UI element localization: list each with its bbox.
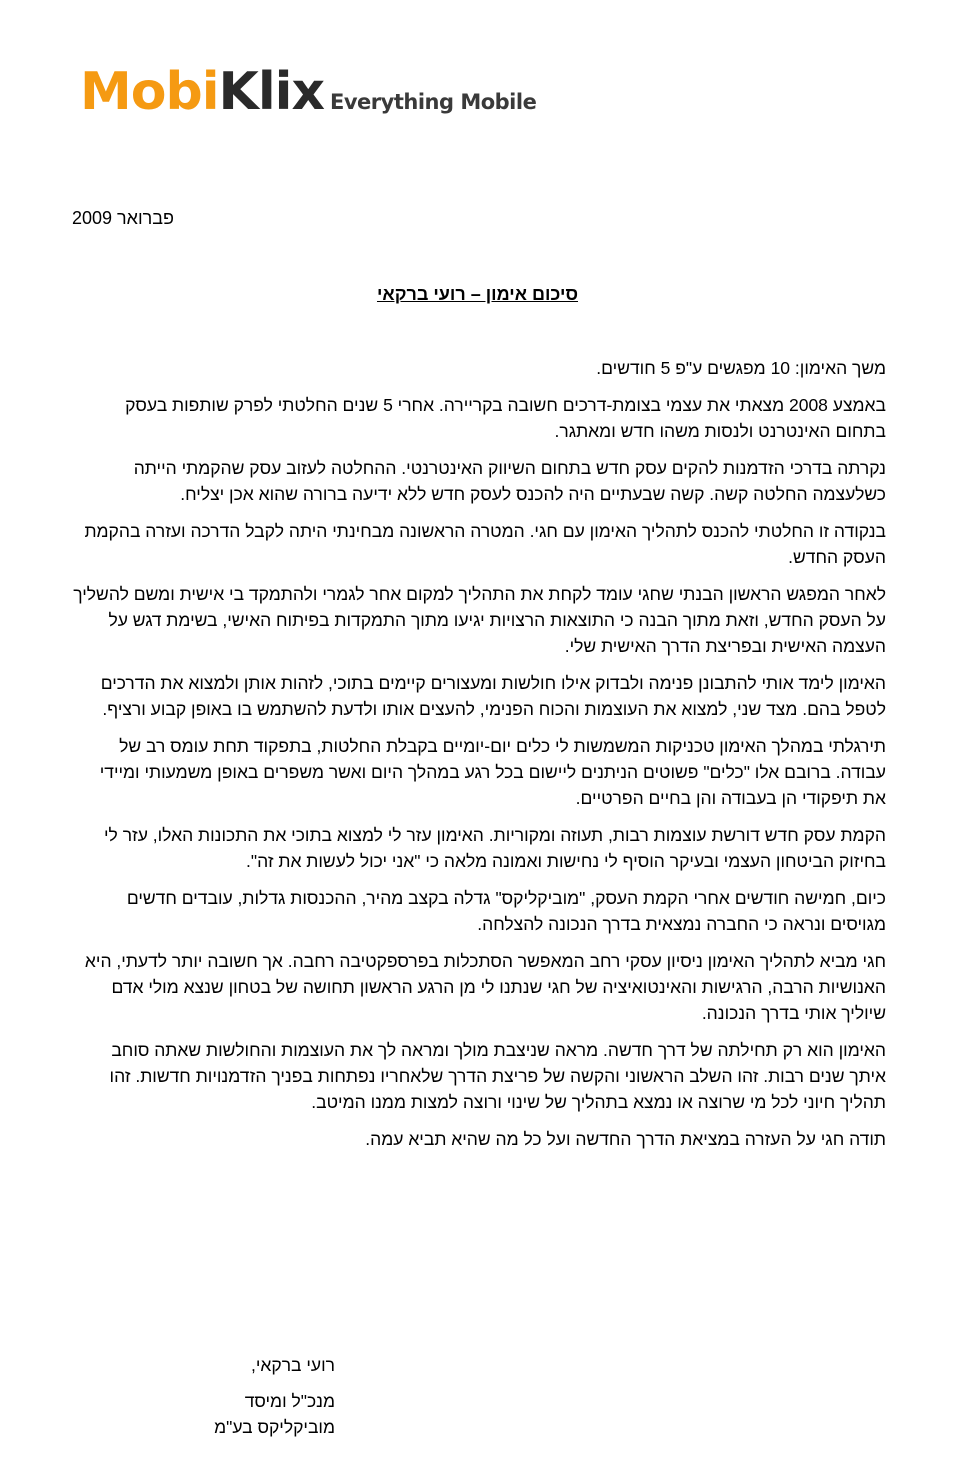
signature-role: מנכ"ל ומיסד xyxy=(244,1391,335,1411)
company-logo xyxy=(80,62,536,122)
paragraph: באמצע 2008 מצאתי את עצמי בצומת-דרכים חשובה בקריירה. אחרי 5 שנים החלטתי לפרק שותפות בעסק בתחום האינטרנט ולנסות משהו חדש ומאתגר. xyxy=(125,395,886,441)
paragraph-thanks: תודה חגי על העזרה במציאת הדרך החדשה ועל כל מה שהיא תביא עמה. xyxy=(365,1129,886,1149)
paragraph-duration: משך האימון: 10 מפגשים ע"פ 5 חודשים. xyxy=(596,358,886,378)
signature-company: מוביקליקס בע"מ xyxy=(214,1417,335,1437)
letter-date: פברואר 2009 xyxy=(72,208,175,228)
logo-klix-text: Klix xyxy=(218,62,325,122)
paragraph: לאחר המפגש הראשון הבנתי שחגי עומד לקחת את התהליך למקום אחר לגמרי ולהתמקד בי אישית ומשם להשליך על העסק החדש, וזאת מתוך הבנה כי התוצאות הרצויות יגיעו מתוך התמקדות בפיתוח האישי, בשימת דגש על העצמה האישית ובפריצת הדרך האישית שלי. xyxy=(73,584,886,656)
paragraph: האימון הוא רק תחילתה של דרך חדשה. מראה שניצבת מולך ומראה לך את העוצמות והחולשות שאתה סוחב איתך שנים רבות. זהו השלב הראשוני והקשה של פריצת הדרך שלאחריו נפתחות בפניך הזדמנויות חדשות. זהו תהליך חיוני לכל מי שרוצה או נמצא בתהליך של שינוי ורוצה למצות ממנו המיטב. xyxy=(109,1040,886,1112)
signature-name: רועי ברקאי, xyxy=(250,1355,335,1375)
logo-tagline: Everything Mobile xyxy=(330,90,537,114)
paragraph: תירגלתי במהלך האימון טכניקות המשמשות לי כלים יום-יומיים בקבלת החלטות, בתפקוד תחת עומס רב של עבודה. ברובם אלו "כלים" פשוטים הניתנים ליישום בכל רגע במהלך היום ואשר משפרים באופן משמעותי ומיידי את תיפקודי הן בעבודה והן בחיים הפרטיים. xyxy=(99,736,886,808)
paragraph: כיום, חמישה חודשים אחרי הקמת העסק, "מוביקליקס" גדלה בקצב מהיר, ההכנסות גדלות, עובדים חדשים מגויסים ונראה כי החברה נמצאית בדרך הנכונה להצלחה. xyxy=(126,888,886,934)
paragraph: חגי מביא לתהליך האימון ניסיון עסקי רחב המאפשר הסתכלות בפרספקטיבה רחבה. אך חשובה יותר לדעתי, היא האנושיות הרבה, הרגישות והאינטואיציה של חגי שנתנו לי מן הרגע הראשון תחושה של בטחון שנצא מולי אדם שיוליך אותי בדרך הנכונה. xyxy=(84,951,886,1023)
signature-block xyxy=(140,1352,335,1440)
letter-title: סיכום אימון – רועי ברקאי xyxy=(376,284,579,304)
paragraph: נקרתה בדרכי הזדמנות להקים עסק חדש בתחום השיווק האינטרנטי. ההחלטה לעזוב עסק שהקמתי הייתה כשלעצמה החלטה קשה. קשה שבעתיים היה להכנס לעסק חדש ללא ידיעה ברורה שהוא אכן יצליח. xyxy=(133,458,886,504)
paragraph: הקמת עסק חדש דורשת עוצמות רבות, תעוזה ומקוריות. האימון עזר לי למצוא בתוכי את התכונות האלו, עזר לי בחיזוק הביטחון העצמי ובעיקר הוסיף לי נחישות ואמונה מלאה כי "אני יכול לעשות את זה". xyxy=(104,825,886,871)
logo-mobi-text: Mobi xyxy=(80,62,219,122)
letter-body xyxy=(72,355,886,1163)
paragraph: בנקודה זו החלטתי להכנס לתהליך האימון עם חגי. המטרה הראשונה מבחינתי היתה לקבל הדרכה ועזרה בהקמת העסק החדש. xyxy=(84,521,886,567)
paragraph: האימון לימד אותי להתבונן פנימה ולבדוק אילו חולשות ומעצורים קיימים בתוכי, לזהות אותן ולמצוא את הדרכים לטפל בהם. מצד שני, למצוא את העוצמות והכוח הפנימי, להעצים אותו ולדעת להשתמש בו באופן קבוע ורציף. xyxy=(100,673,886,719)
